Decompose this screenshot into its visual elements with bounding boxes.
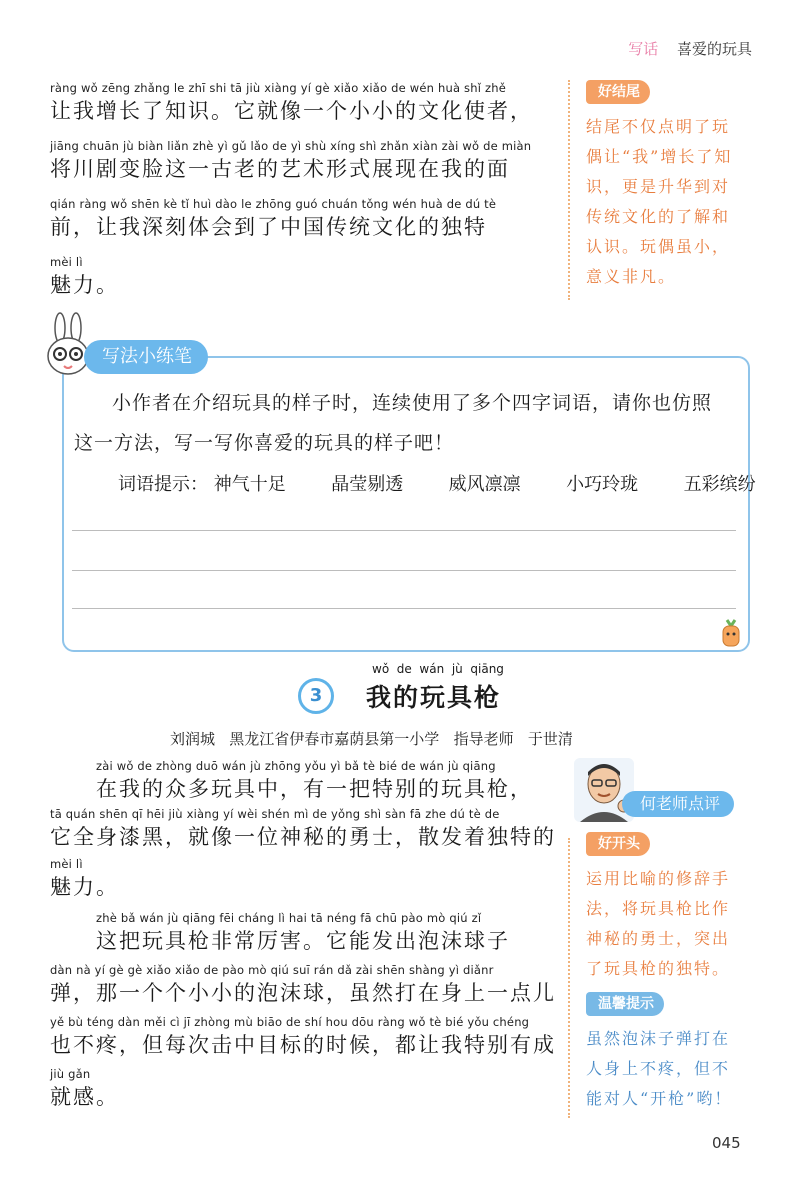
ruby-line: [50, 196, 496, 242]
ruby-line: [96, 758, 533, 804]
hint-word: 五彩缤纷: [683, 474, 756, 495]
hanzi: 弹，那一个个小小的泡沫球，虽然打在身上一点儿: [50, 981, 556, 1005]
tip-tag: 温馨提示: [586, 992, 664, 1016]
hint-label: 词语提示：: [118, 474, 208, 495]
hint-word: 神气十足: [213, 474, 286, 495]
pinyin: yě bù téng dàn měi cì jī zhòng mù biāo de shí hou dōu ràng wǒ tè bié yǒu chéng: [50, 1015, 530, 1029]
pinyin: jiù gǎn: [50, 1067, 91, 1081]
good-opening-tag: 好开头: [586, 832, 650, 856]
essay-title: 我的玩具枪: [366, 683, 502, 712]
tip-note: 虽然泡沫子弹打在 人身上不疼，但不 能对人“开枪”哟！: [586, 1029, 733, 1108]
hanzi: 让我增长了知识。它就像一个小小的文化使者，: [50, 99, 533, 123]
practice-title: 写法小练笔: [84, 340, 208, 374]
hanzi: 在我的众多玩具中，有一把特别的玩具枪，: [96, 777, 533, 801]
pinyin: zài wǒ de zhòng duō wán jù zhōng yǒu yì bǎ tè bié de wán jù qiāng: [96, 759, 496, 773]
hint-word: 小巧玲珑: [566, 474, 639, 495]
word-hints: [118, 470, 756, 496]
ruby-line: [50, 962, 556, 1008]
hanzi: 前，让我深刻体会到了中国传统文化的独特: [50, 215, 487, 239]
good-opening-note: 运用比喻的修辞手 法，将玩具枪比作 神秘的勇士，突出 了玩具枪的独特。: [586, 869, 731, 978]
pinyin: zhè bǎ wán jù qiāng fēi cháng lì hai tā néng fā chū pào mò qiú zǐ: [96, 911, 482, 925]
ruby-line: [96, 910, 510, 956]
writing-line[interactable]: [72, 608, 736, 609]
ruby-line: [50, 80, 533, 126]
hanzi: 这把玩具枪非常厉害。它能发出泡沫球子: [96, 929, 510, 953]
page-number: 045: [712, 1134, 741, 1152]
section-label: 写话: [628, 40, 659, 58]
hint-word: 威风凛凛: [448, 474, 521, 495]
hanzi: 魅力。: [50, 273, 119, 297]
hanzi: 它全身漆黑，就像一位神秘的勇士，散发着独特的: [50, 825, 556, 849]
chapter-title: 喜爱的玩具: [676, 40, 752, 58]
side-divider: [568, 838, 570, 1118]
essay-number: 3: [298, 678, 334, 714]
good-ending-note: 结尾不仅点明了玩 偶让“我”增长了知 识，更是升华到对 传统文化的了解和 认识。玩偶虽小， 意义非凡。: [586, 117, 733, 286]
hint-word: 晶莹剔透: [331, 474, 404, 495]
hanzi: 魅力。: [50, 875, 119, 899]
ruby-line: [50, 856, 119, 902]
pinyin: qián ràng wǒ shēn kè tǐ huì dào le zhōng guó chuán tǒng wén huà de dú tè: [50, 197, 497, 211]
teacher-review-tag: 何老师点评: [622, 791, 734, 817]
pinyin: mèi lì: [50, 857, 83, 871]
good-ending-tag: 好结尾: [586, 80, 650, 104]
pinyin: mèi lì: [50, 255, 83, 269]
pinyin: jiāng chuān jù biàn liǎn zhè yì gǔ lǎo de yì shù xíng shì zhǎn xiàn zài wǒ de miàn: [50, 139, 532, 153]
hanzi: 就感。: [50, 1085, 119, 1109]
byline: 刘润城 黑龙江省伊春市嘉荫县第一小学 指导老师 于世清: [170, 730, 573, 748]
page-header: [628, 38, 752, 59]
practice-instruction-1: 小作者在介绍玩具的样子时，连续使用了多个四字词语，请你也仿照: [112, 392, 713, 414]
ruby-line: [50, 254, 119, 300]
rabbit-mascot-icon: [42, 312, 94, 378]
carrot-icon: [720, 618, 742, 648]
ruby-line: [50, 1066, 119, 1112]
hanzi: 将川剧变脸这一古老的艺术形式展现在我的面: [50, 157, 510, 181]
pinyin: dàn nà yí gè gè xiǎo xiǎo de pào mò qiú suī rán dǎ zài shēn shàng yì diǎnr: [50, 963, 494, 977]
essay-title-pinyin: wǒ de wán jù qiāng: [372, 662, 504, 676]
pinyin: tā quán shēn qī hēi jiù xiàng yí wèi shén mì de yǒng shì sàn fā zhe dú tè de: [50, 807, 500, 821]
pinyin: ràng wǒ zēng zhǎng le zhī shi tā jiù xiàng yí gè xiǎo xiǎo de wén huà shǐ zhě: [50, 81, 506, 95]
ruby-line: [50, 138, 531, 184]
writing-line[interactable]: [72, 530, 736, 531]
hanzi: 也不疼，但每次击中目标的时候，都让我特别有成: [50, 1033, 556, 1057]
ruby-line: [50, 806, 556, 852]
side-divider: [568, 80, 570, 300]
ruby-line: [50, 1014, 556, 1060]
practice-instruction-2: 这一方法，写一写你喜爱的玩具的样子吧！: [74, 432, 455, 454]
writing-line[interactable]: [72, 570, 736, 571]
